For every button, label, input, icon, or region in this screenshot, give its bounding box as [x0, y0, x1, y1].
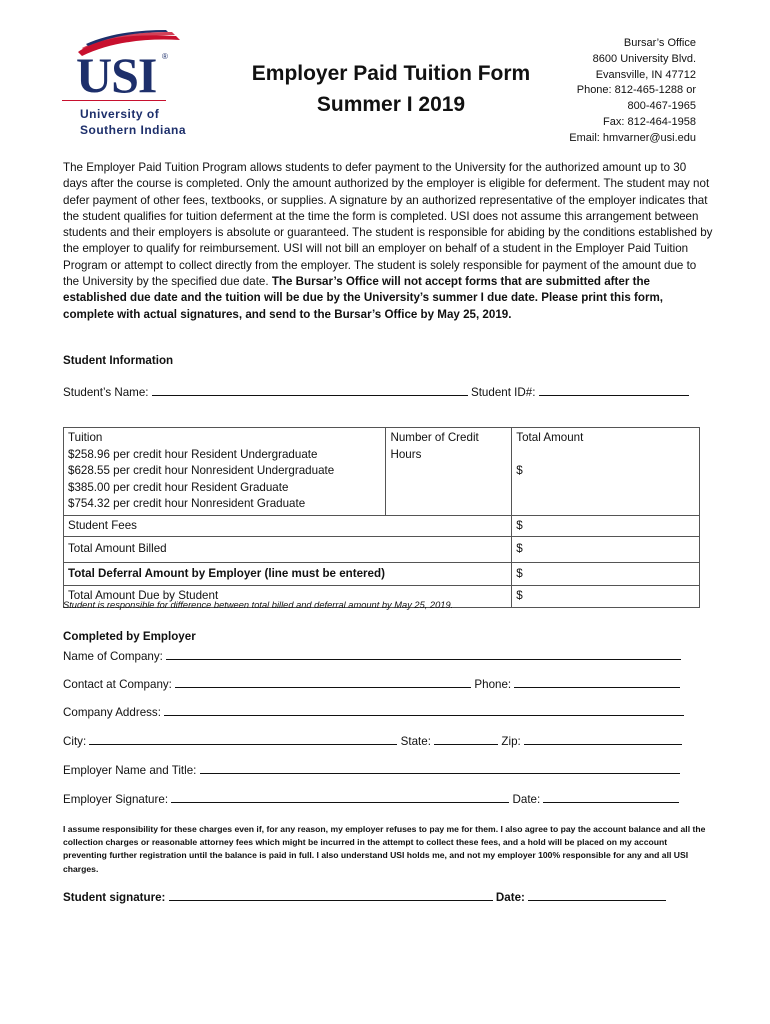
- city-row: City: State: Zip:: [63, 732, 682, 748]
- state-field[interactable]: [434, 732, 498, 745]
- logo-abbr: USI: [76, 47, 157, 103]
- tuition-rates-cell: Tuition $258.96 per credit hour Resident Undergraduate $628.55 per credit hour Nonresident Undergraduate $385.00 per credit hour Resident Graduate $754.32 per credit hour Nonresident Graduate: [64, 428, 386, 516]
- employer-heading: Completed by Employer: [63, 630, 196, 643]
- student-date-field[interactable]: [528, 888, 666, 901]
- total-billed-amount[interactable]: $: [512, 537, 700, 563]
- employer-signature-field[interactable]: [171, 790, 509, 803]
- employer-signature-row: Employer Signature: Date:: [63, 790, 679, 806]
- student-id-field[interactable]: [539, 383, 689, 396]
- student-info-heading: Student Information: [63, 354, 174, 367]
- student-fees-label: Student Fees: [64, 515, 512, 537]
- credit-hours-cell[interactable]: Number of Credit Hours: [386, 428, 512, 516]
- deferral-amount[interactable]: $: [512, 562, 700, 586]
- table-row: [64, 515, 700, 537]
- amount-due-amount[interactable]: $: [512, 586, 700, 608]
- table-row: [64, 562, 700, 586]
- logo-university-name: University of Southern Indiana: [80, 107, 187, 137]
- employer-date-field[interactable]: [543, 790, 679, 803]
- form-title-line2: Summer I 2019: [316, 93, 466, 116]
- total-billed-label: Total Amount Billed: [64, 537, 512, 563]
- name-title-row: Employer Name and Title:: [63, 761, 680, 777]
- intro-bold-notice: The Bursar’s Office will not accept forms that are submitted after the established due date and the tuition will be due by the University’s summer I due date. Please print this form, complete with actual signatures, and send to the Bursar’s Office by May 25, 2019.: [63, 275, 663, 321]
- address-row: Company Address:: [63, 703, 684, 719]
- company-name-field[interactable]: [166, 647, 681, 660]
- office-address: Bursar’s Office 8600 University Blvd. Evansville, IN 47712 Phone: 812-465-1288 or 800-467-1965 Fax: 812-464-1958 Email: hmvarner@usi.edu: [569, 37, 696, 144]
- student-fees-amount[interactable]: $: [512, 515, 700, 537]
- address-field[interactable]: [164, 703, 684, 716]
- contact-row: Contact at Company: Phone:: [63, 675, 680, 691]
- phone-field[interactable]: [514, 675, 680, 688]
- form-title-line1: Employer Paid Tuition Form: [251, 62, 531, 85]
- city-field[interactable]: [89, 732, 397, 745]
- logo-divider: [62, 100, 166, 101]
- company-name-row: Name of Company:: [63, 647, 681, 663]
- registered-mark: ®: [162, 52, 168, 61]
- contact-field[interactable]: [175, 675, 471, 688]
- student-signature-row: Student signature: Date:: [63, 888, 666, 904]
- usi-logo: [62, 30, 212, 140]
- intro-paragraph: The Employer Paid Tuition Program allows students to defer payment to the University for the authorized amount up to 30 days after the course is completed. Only the amount authorized by the employer is eligible for deferment. The student may not defer payment of other fees, textbooks, or supplies. A signature by an authorized representative of the employer indicates that the student qualifies for tuition deferment at the time the form is completed. USI does not assume this arrangement between students and their employers is absolute or guaranteed. The student is responsible for abiding by the conditions established by the employer to qualify for reimbursement. USI will not bill an employer on behalf of a student in the Employer Paid Tuition Program or attempt to collect directly from the employer. The student is solely responsible for payment of the amount due to the University by the specified due date. The Bursar’s Office will not accept forms that are submitted after the established due date and the tuition will be due by the University’s summer I due date. Please print this form, complete with actual signatures, and send to the Bursar’s Office by May 25, 2019.: [63, 161, 713, 321]
- deferral-label: Total Deferral Amount by Employer (line must be entered): [64, 562, 512, 586]
- tuition-total-cell[interactable]: Total Amount $: [512, 428, 700, 516]
- name-title-field[interactable]: [200, 761, 680, 774]
- student-signature-field[interactable]: [169, 888, 493, 901]
- disclaimer-text: I assume responsibility for these charges even if, for any reason, my employer refuses to pay me for them. I also agree to pay the account balance and all the collection charges or reasonable attorney fees which might be incurred in the attempt to collect these fees, and a hold will be placed on my account preventing further registration until the balance is paid in full. I also understand USI holds me, and not my employer 100% responsible for any and all USI charges.: [63, 824, 706, 874]
- zip-field[interactable]: [524, 732, 682, 745]
- table-row: [64, 537, 700, 563]
- table-footnote: Student is responsible for difference between total billed and deferral amount by May 25, 2019.: [63, 600, 454, 610]
- tuition-table: [63, 427, 700, 608]
- table-row: [64, 428, 700, 516]
- form-title: [230, 58, 552, 120]
- student-name-field[interactable]: [152, 383, 468, 396]
- student-name-row: Student’s Name: Student ID#:: [63, 383, 689, 399]
- amount-due-label: Total Amount Due by Student: [64, 586, 512, 608]
